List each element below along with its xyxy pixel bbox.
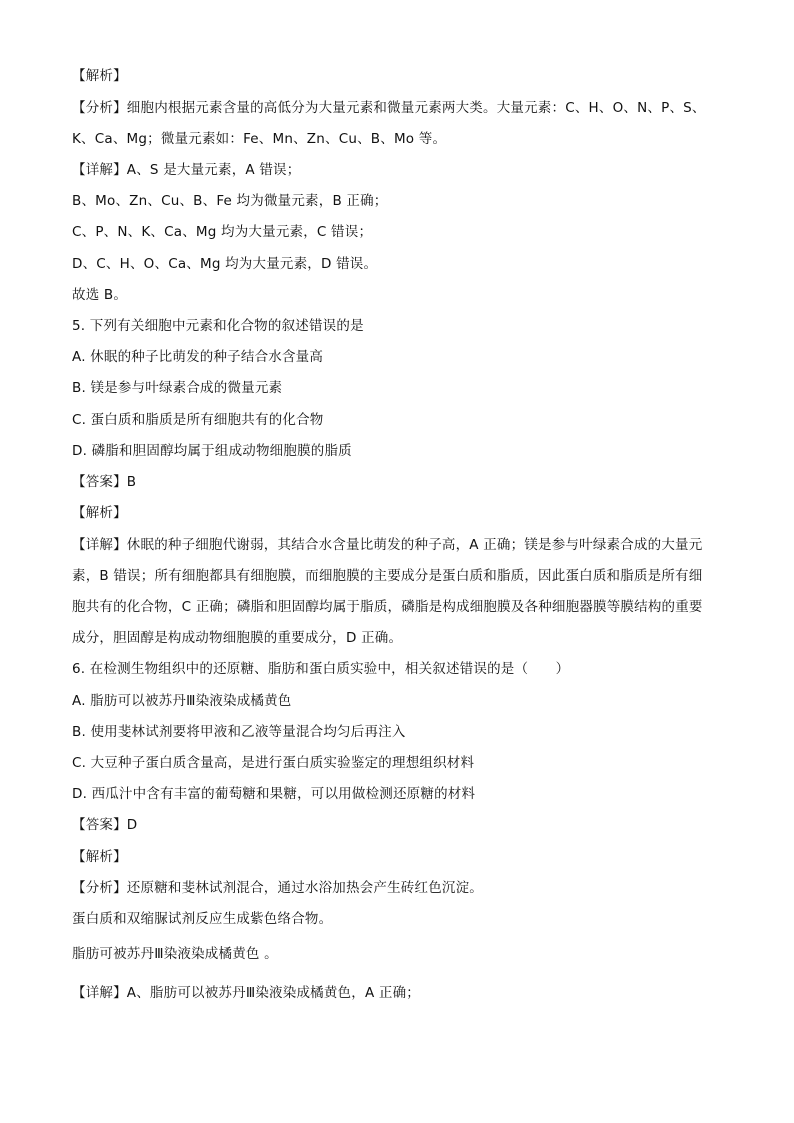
text-line: 胞共有的化合物，C 正确；磷脂和胆固醇均属于脂质，磷脂是构成细胞膜及各种细胞器膜等膜结构的重要 <box>72 599 703 615</box>
text-line: B、Mo、Zn、Cu、B、Fe 均为微量元素，B 正确； <box>72 193 388 209</box>
answer-label: 【答案】B <box>72 474 137 490</box>
question-5-option-a: A. 休眠的种子比萌发的种子结合水含量高 <box>72 349 324 365</box>
text-line: 素，B 错误；所有细胞都具有细胞膜，而细胞膜的主要成分是蛋白质和脂质，因此蛋白质和脂质是所有细 <box>72 568 703 584</box>
question-5-stem: 5. 下列有关细胞中元素和化合物的叙述错误的是 <box>72 318 364 334</box>
text-line: 故选 B。 <box>72 287 128 303</box>
analysis-heading: 【解析】 <box>72 849 127 865</box>
text-line: 【详解】休眠的种子细胞代谢弱，其结合水含量比萌发的种子高，A 正确；镁是参与叶绿素合成的大量元 <box>72 537 703 553</box>
text-line: 【分析】细胞内根据元素含量的高低分为大量元素和微量元素两大类。大量元素：C、H、O、N、P、S、 <box>72 100 706 116</box>
answer-label: 【答案】D <box>72 817 138 833</box>
question-6-option-a: A. 脂肪可以被苏丹Ⅲ染液染成橘黄色 <box>72 693 292 709</box>
text-line: C、P、N、K、Ca、Mg 均为大量元素，C 错误； <box>72 224 373 240</box>
question-5-option-d: D. 磷脂和胆固醇均属于组成动物细胞膜的脂质 <box>72 443 352 459</box>
question-5-option-c: C. 蛋白质和脂质是所有细胞共有的化合物 <box>72 412 324 428</box>
text-line: 脂肪可被苏丹Ⅲ染液染成橘黄色 。 <box>72 946 278 962</box>
question-6-option-b: B. 使用斐林试剂要将甲液和乙液等量混合均匀后再注入 <box>72 724 406 740</box>
text-line: 【详解】A、脂肪可以被苏丹Ⅲ染液染成橘黄色，A 正确； <box>72 985 420 1001</box>
analysis-heading: 【解析】 <box>72 505 127 521</box>
text-line: 【分析】还原糖和斐林试剂混合，通过水浴加热会产生砖红色沉淀。 <box>72 880 483 896</box>
text-line: 蛋白质和双缩脲试剂反应生成紫色络合物。 <box>72 911 333 927</box>
question-5-option-b: B. 镁是参与叶绿素合成的微量元素 <box>72 380 283 396</box>
text-line: 成分，胆固醇是构成动物细胞膜的重要成分，D 正确。 <box>72 630 403 646</box>
text-line: D、C、H、O、Ca、Mg 均为大量元素，D 错误。 <box>72 256 378 272</box>
question-6-stem: 6. 在检测生物组织中的还原糖、脂肪和蛋白质实验中，相关叙述错误的是（ ） <box>72 661 570 677</box>
question-6-option-c: C. 大豆种子蛋白质含量高，是进行蛋白质实验鉴定的理想组织材料 <box>72 755 475 771</box>
text-line: K、Ca、Mg；微量元素如：Fe、Mn、Zn、Cu、B、Mo 等。 <box>72 131 447 147</box>
text-line: 【详解】A、S 是大量元素，A 错误； <box>72 162 301 178</box>
analysis-heading: 【解析】 <box>72 68 127 84</box>
question-6-option-d: D. 西瓜汁中含有丰富的葡萄糖和果糖，可以用做检测还原糖的材料 <box>72 786 476 802</box>
